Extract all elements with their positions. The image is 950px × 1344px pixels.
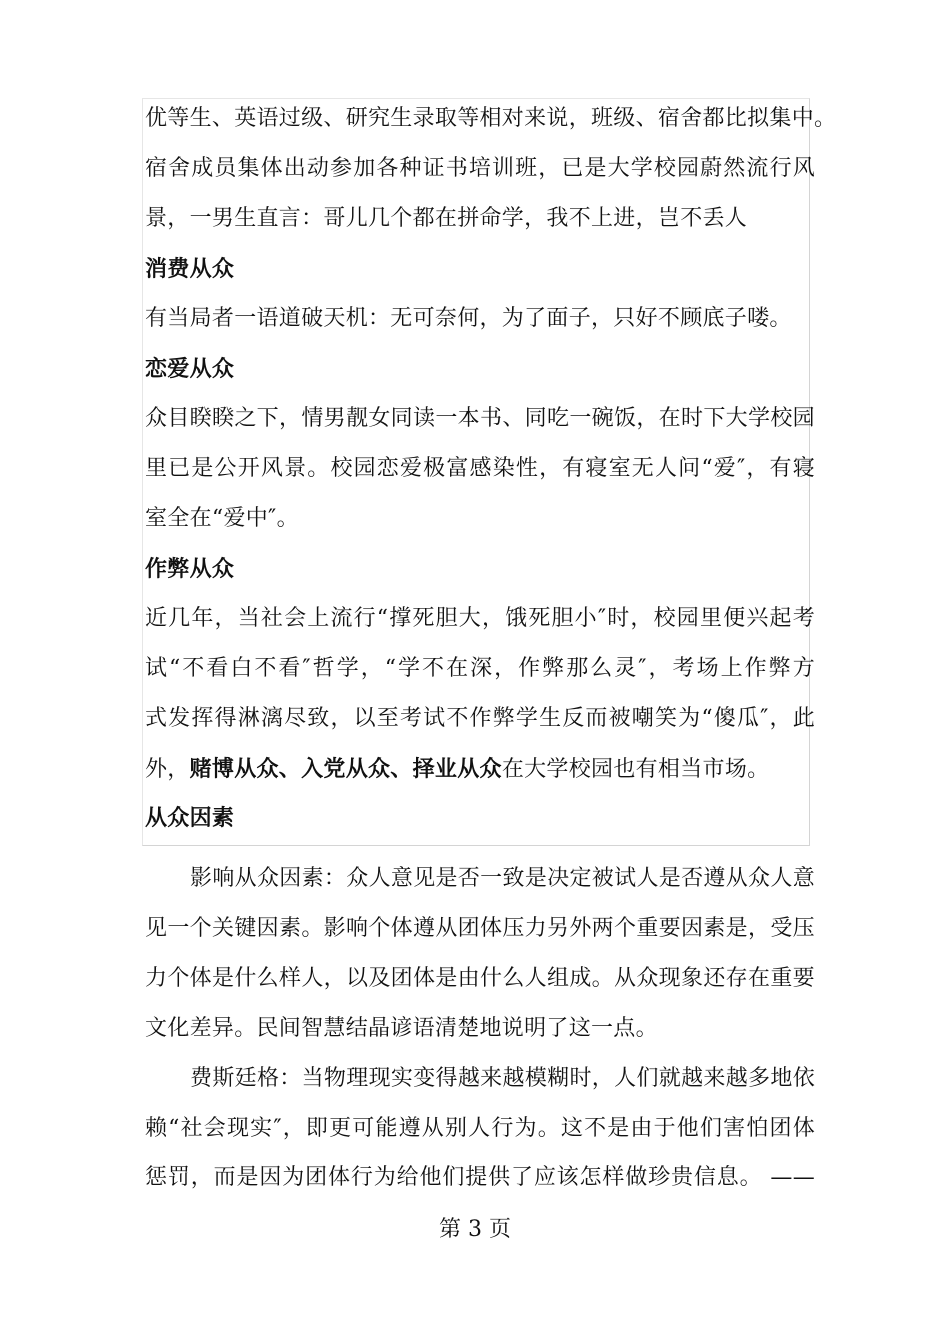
text-line: 室全在“爱中″。 <box>145 506 299 531</box>
section-heading-consumption: 消费从众 <box>145 256 235 282</box>
text-line: 景，一男生直言：哥儿几个都在拼命学，我不上进，岂不丢人 <box>145 206 748 231</box>
text-line: 里已是公开风景。校园恋爱极富感染性，有寝室无人问“爱″，有寝 <box>145 456 815 481</box>
section-heading-cheating: 作弊从众 <box>145 556 235 582</box>
text-line: 式发挥得淋漓尽致，以至考试不作弊学生反而被嘲笑为“傻瓜″，此 <box>145 706 815 731</box>
section-heading-romance: 恋爱从众 <box>145 356 235 382</box>
page-number: 第 3 页 <box>439 1217 511 1242</box>
paragraph-line: 惩罚，而是因为团体行为给他们提供了应该怎样做珍贵信息。 —— <box>145 1165 815 1190</box>
text-line: 宿舍成员集体出动参加各种证书培训班，已是大学校园蔚然流行风 <box>145 156 815 181</box>
paragraph-line: 见一个关键因素。影响个体遵从团体压力另外两个重要因素是，受压 <box>145 916 815 941</box>
paragraph-line: 赖“社会现实″，即更可能遵从别人行为。这不是由于他们害怕团体 <box>145 1116 815 1141</box>
text-line <box>145 754 815 785</box>
section-heading-factors: 从众因素 <box>145 805 235 831</box>
text-run: 外， <box>145 757 190 782</box>
text-line: 优等生、英语过级、研究生录取等相对来说，班级、宿舍都比拟集中。 <box>145 106 837 131</box>
text-line: 试“不看白不看″哲学，“学不在深，作弊那么灵″，考场上作弊方 <box>145 656 815 681</box>
text-line: 众目睽睽之下，情男靓女同读一本书、同吃一碗饭，在时下大学校园 <box>145 406 815 431</box>
bold-phrase: 赌博从众、入党从众、择业从众 <box>189 756 502 782</box>
text-line: 近几年，当社会上流行“撑死胆大，饿死胆小″时，校园里便兴起考 <box>145 606 815 631</box>
paragraph-line: 力个体是什么样人，以及团体是由什么人组成。从众现象还存在重要 <box>145 966 815 991</box>
paragraph-line: 费斯廷格：当物理现实变得越来越模糊时，人们就越来越多地依 <box>190 1066 815 1091</box>
text-run: 在大学校园也有相当市场。 <box>501 757 770 782</box>
paragraph-line: 文化差异。民间智慧结晶谚语清楚地说明了这一点。 <box>145 1016 658 1041</box>
text-line: 有当局者一语道破天机：无可奈何，为了面子，只好不顾底子喽。 <box>145 306 792 331</box>
paragraph-line: 影响从众因素：众人意见是否一致是决定被试人是否遵从众人意 <box>190 866 815 891</box>
